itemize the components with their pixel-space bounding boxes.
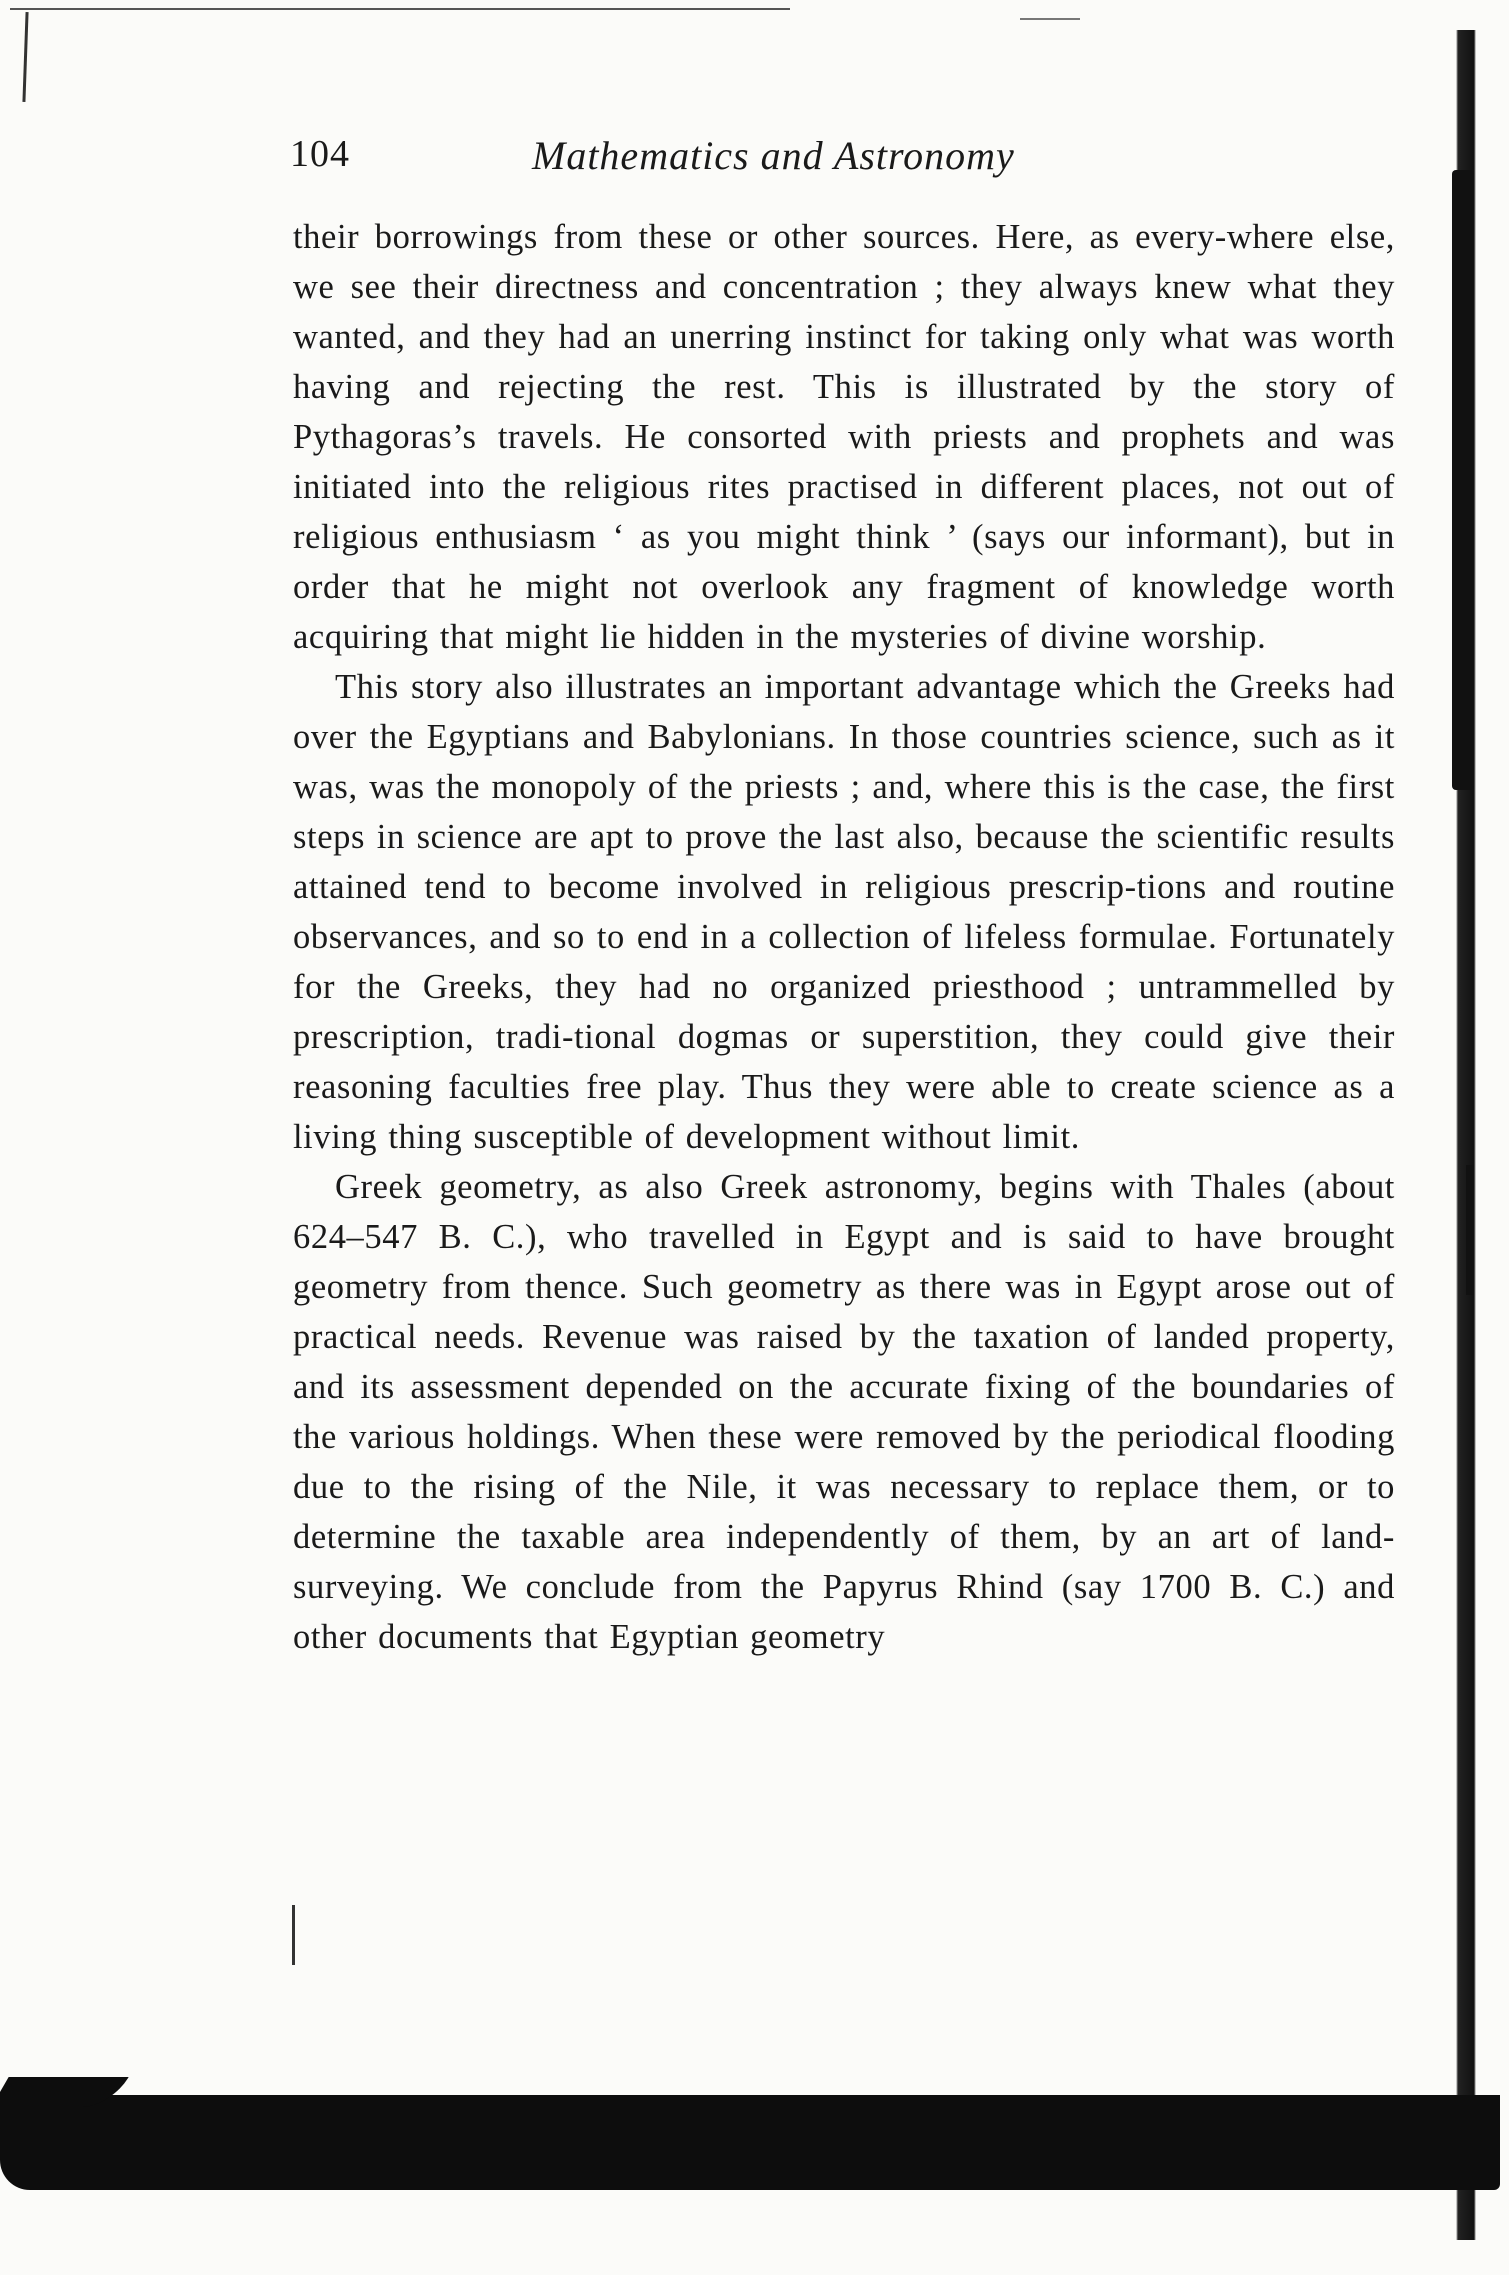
- body-text: [293, 212, 1395, 1662]
- binding-shadow-lower: [1466, 1165, 1474, 1295]
- paragraph: their borrowings from these or other sources. Here, as every-where else, we see their directness and concentration ; they always knew what they wanted, and they had an unerring instinct for taking only what was worth having and rejecting the rest. This is illustrated by the story of Pythagoras’s travels. He consorted with priests and prophets and was initiated into the religious rites practised in different places, not out of religious enthusiasm ‘ as you might think ’ (says our informant), but in order that he might not overlook any fragment of knowledge worth acquiring that might lie hidden in the mysteries of divine worship.: [293, 218, 1395, 656]
- running-title: Mathematics and Astronomy: [532, 133, 1015, 178]
- page-header: [290, 132, 1400, 192]
- scan-edge-top-mark: [1020, 18, 1080, 20]
- scan-bottom-shadow: [0, 2095, 1500, 2190]
- scan-edge-top: [10, 8, 790, 10]
- paragraph: This story also illustrates an important advantage which the Greeks had over the Egyptians and Babylonians. In those countries science, such as it was, was the monopoly of the priests ; and, where this is the case, the first steps in science are apt to prove the last also, because the scientific results attained tend to become involved in religious prescrip-tions and routine observances, and so to end in a collection of lifeless formulae. Fortunately for the Greeks, they had no organized priesthood ; untrammelled by prescription, tradi-tional dogmas or superstition, they could give their reasoning faculties free play. Thus they were able to create science as a living thing susceptible of development without limit.: [293, 668, 1395, 1156]
- paragraph: Greek geometry, as also Greek astronomy, begins with Thales (about 624–547 B. C.), who travelled in Egypt and is said to have brought geometry from thence. Such geometry as there was in Egypt arose out of practical needs. Revenue was raised by the taxation of landed property, and its assessment depended on the accurate fixing of the boundaries of the various holdings. When these were removed by the periodical flooding due to the rising of the Nile, it was necessary to replace them, or to determine the taxable area independently of them, by an art of land-surveying. We conclude from the Papyrus Rhind (say 1700 B. C.) and other documents that Egyptian geometry: [293, 1168, 1395, 1656]
- scan-artifact-mark: [292, 1905, 295, 1965]
- binding-shadow-upper: [1452, 170, 1474, 790]
- page-number: 104: [290, 133, 350, 175]
- scan-edge-left: [22, 12, 28, 102]
